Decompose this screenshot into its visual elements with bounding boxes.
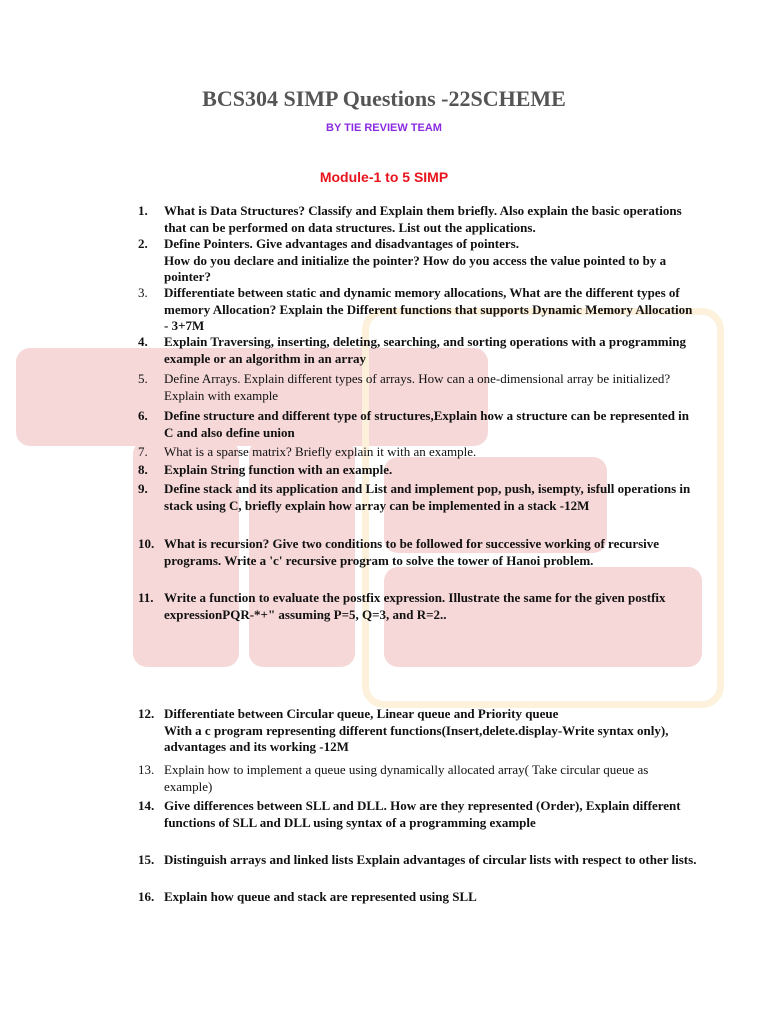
question-item: 2. Define Pointers. Give advantages and disadvantages of pointers. How do you declare and initialize the pointer? How do you access the value pointed to by a pointer? (138, 236, 667, 284)
question-item: 6. Define structure and different type of structures,Explain how a structure can be represented in C and also define union (138, 408, 690, 440)
question-item: 8. Explain String function with an example. (138, 462, 393, 477)
byline: BY TIE REVIEW TEAM (326, 122, 442, 134)
question-item: 7. What is a sparse matrix? Briefly explain it with an example. (138, 444, 477, 459)
question-item: 11. Write a function to evaluate the postfix expression. Illustrate the same for the given postfix expressionPQR-*+" assuming P=5, Q=3, and R=2.. (138, 590, 666, 622)
question-item: 13. Explain how to implement a queue using dynamically allocated array( Take circular queue as example) (138, 762, 649, 794)
question-item: 12. Differentiate between Circular queue, Linear queue and Priority queue With a c program representing different functions(Insert,delete.display-Write syntax only), advantages and its working -12M (138, 706, 669, 754)
question-item: 3. Differentiate between static and dynamic memory allocations, What are the different types of memory Allocation? Explain the Different functions that supports Dynamic Memory Allocation - 3+7M (138, 285, 693, 333)
question-item: 14. Give differences between SLL and DLL. How are they represented (Order), Explain different functions of SLL and DLL using syntax of a programming example (138, 798, 681, 830)
question-item: 16. Explain how queue and stack are represented using SLL (138, 889, 477, 904)
page-title: BCS304 SIMP Questions -22SCHEME (202, 86, 566, 111)
question-item: 9. Define stack and its application and List and implement pop, push, isempty, isfull operations in stack using C, briefly explain how array can be implemented in a stack -12M (138, 481, 691, 513)
module-heading: Module-1 to 5 SIMP (319, 169, 449, 185)
question-item: 4. Explain Traversing, inserting, deleting, searching, and sorting operations with a programming example or an algorithm in an array (138, 334, 686, 366)
question-item: 5. Define Arrays. Explain different types of arrays. How can a one-dimensional array be initialized? Explain with example (138, 371, 671, 403)
question-item: 15. Distinguish arrays and linked lists Explain advantages of circular lists with respect to other lists. (138, 852, 697, 867)
question-item: 1. What is Data Structures? Classify and Explain them briefly. Also explain the basic operations that can be performed on data structures. List out the applications. (138, 203, 682, 235)
question-item: 10. What is recursion? Give two conditions to be followed for successive working of recursive programs. Write a 'c' recursive program to solve the tower of Hanoi problem. (138, 536, 660, 568)
